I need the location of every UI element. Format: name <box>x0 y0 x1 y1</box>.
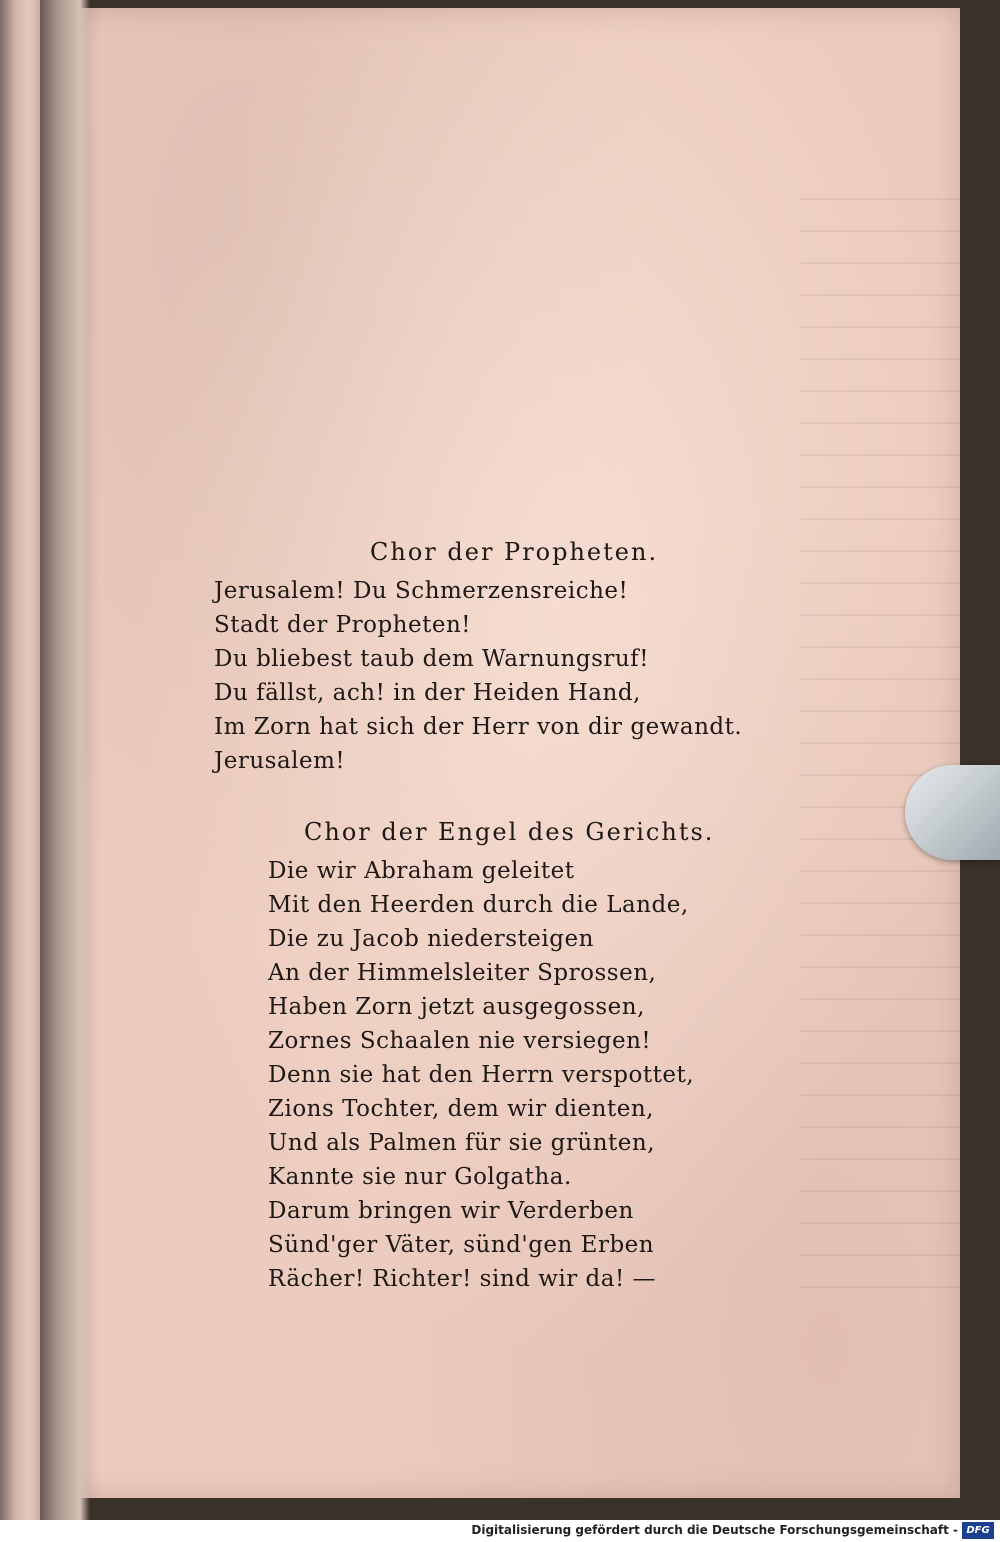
page-clip <box>905 765 1000 860</box>
chorus-angels-heading: Chor der Engel des Gerichts. <box>304 818 715 846</box>
verse-line: Und als Palmen für sie grünten, <box>268 1130 656 1156</box>
verse-line: Du fällst, ach! in der Heiden Hand, <box>214 680 641 706</box>
chorus-prophets-heading: Chor der Propheten. <box>370 538 659 566</box>
verse-line: Stadt der Propheten! <box>214 612 472 638</box>
book-spine <box>40 0 90 1520</box>
verse-line: Darum bringen wir Verderben <box>268 1198 634 1224</box>
digitization-footer <box>0 1520 1000 1542</box>
verse-line: Die wir Abraham geleitet <box>268 858 575 884</box>
verse-line: Im Zorn hat sich der Herr von dir gewandt. <box>214 714 743 740</box>
verse-line: Haben Zorn jetzt ausgegossen, <box>268 994 645 1020</box>
funding-credit: Digitalisierung gefördert durch die Deutsche Forschungsgemeinschaft - <box>471 1523 958 1537</box>
verse-line: Kannte sie nur Golgatha. <box>268 1164 572 1190</box>
verse-line: Rächer! Richter! sind wir da! — <box>268 1266 657 1292</box>
verse-line: Jerusalem! Du Schmerzensreiche! <box>214 578 629 604</box>
verse-line: An der Himmelsleiter Sprossen, <box>268 960 657 986</box>
verse-line: Zornes Schaalen nie versiegen! <box>268 1028 652 1054</box>
verse-line: Jerusalem! <box>214 748 346 774</box>
verse-line: Mit den Heerden durch die Lande, <box>268 892 689 918</box>
verse-line: Denn sie hat den Herrn verspottet, <box>268 1062 695 1088</box>
verse-line: Zions Tochter, dem wir dienten, <box>268 1096 654 1122</box>
verse-line: Die zu Jacob niedersteigen <box>268 926 594 952</box>
bleed-through-text <box>800 198 960 1298</box>
verse-line: Sünd'ger Väter, sünd'gen Erben <box>268 1232 655 1258</box>
verse-line: Du bliebest taub dem Warnungsruf! <box>214 646 649 672</box>
dfg-logo-icon[interactable]: DFG <box>962 1522 994 1539</box>
